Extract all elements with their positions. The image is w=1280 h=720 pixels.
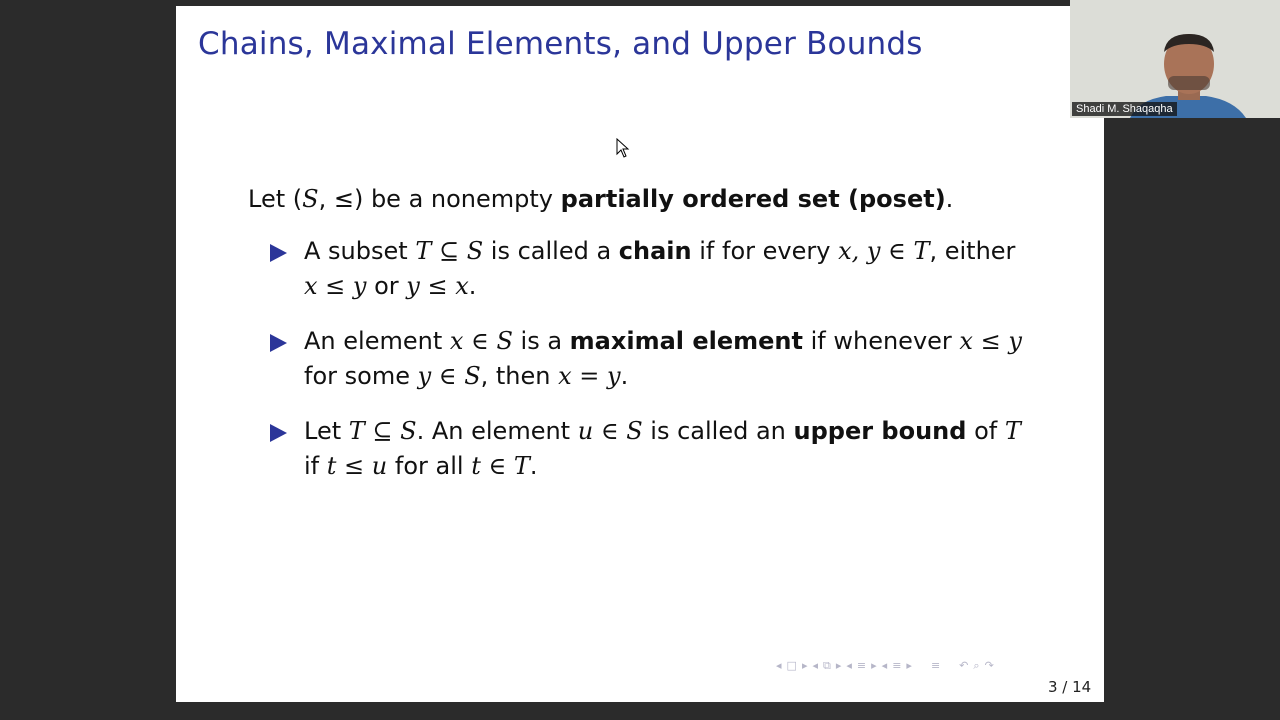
text: , then (480, 362, 559, 390)
math: ⊆ (431, 237, 467, 265)
math: S (464, 362, 481, 390)
math: ∈ (593, 417, 627, 445)
nav-subsection-icon[interactable]: ⧉ (823, 659, 831, 672)
math: S (496, 327, 513, 355)
slide (176, 6, 1104, 702)
text: is called an (642, 417, 794, 445)
nav-back-icon[interactable]: ↶ (959, 659, 969, 672)
nav-frame-icon[interactable]: □ (786, 659, 797, 672)
math: t (471, 452, 481, 480)
text: is called a (483, 237, 619, 265)
math: x (959, 327, 973, 355)
text: An element (304, 327, 450, 355)
math: S (466, 237, 484, 265)
math: x (304, 272, 318, 300)
math: x (558, 362, 572, 390)
math: S (626, 417, 643, 445)
beamer-navigation-bar (776, 658, 994, 674)
nav-prev-icon[interactable]: ◂ (812, 659, 818, 672)
math: y (417, 362, 432, 390)
nav-next-icon[interactable]: ▸ (801, 659, 808, 672)
intro-text: , ≤) be a nonempty (318, 185, 561, 213)
webcam-video (1070, 0, 1280, 118)
text: A subset (304, 237, 416, 265)
participant-name-label: Shadi M. Shaqaqha (1072, 102, 1177, 116)
nav-prev-icon[interactable]: ◂ (881, 659, 888, 672)
intro-bold-term: partially ordered set (poset) (560, 185, 946, 213)
math: ⊆ (364, 417, 401, 445)
nav-prev-icon[interactable]: ◂ (846, 659, 852, 672)
text: . (468, 272, 477, 300)
math: S (400, 417, 417, 445)
bullet-list (248, 234, 1068, 484)
text: if for every (691, 237, 839, 265)
math: y (607, 362, 621, 390)
math: ≤ (972, 327, 1009, 355)
nav-forward-icon[interactable]: ↷ (984, 659, 994, 672)
text: , either (929, 237, 1016, 265)
text: is a (512, 327, 570, 355)
math: ∈ (431, 362, 465, 390)
text: if (304, 452, 327, 480)
nav-section-icon[interactable]: ≡ (856, 659, 867, 672)
math: T (513, 452, 530, 480)
slide-title: Chains, Maximal Elements, and Upper Bounds (198, 26, 923, 62)
intro-sentence (248, 182, 1068, 216)
math: u (371, 452, 388, 480)
math: x, y (838, 237, 881, 265)
math: y (352, 272, 367, 300)
math: ≤ (419, 272, 456, 300)
nav-search-icon[interactable]: ⌕ (973, 659, 980, 672)
math: ≤ (336, 452, 372, 480)
list-item-upper-bound (270, 414, 1068, 484)
slide-content (248, 182, 1068, 504)
math: ≤ (317, 272, 353, 300)
triangle-bullet-icon (270, 424, 287, 442)
math: x (449, 327, 464, 355)
triangle-bullet-icon (270, 244, 287, 262)
text: or (366, 272, 407, 300)
intro-math: S (302, 185, 319, 213)
intro-text: . (945, 185, 954, 213)
math: T (1004, 417, 1021, 445)
nav-prev-icon[interactable]: ◂ (776, 659, 782, 672)
math: T (913, 237, 930, 265)
math: ∈ (480, 452, 514, 480)
math: T (415, 237, 432, 265)
presenter-video-icon (1070, 0, 1280, 118)
math: ∈ (463, 327, 497, 355)
triangle-bullet-icon (270, 334, 287, 352)
bold-term: maximal element (569, 327, 803, 355)
text: of (966, 417, 1005, 445)
text: Let (304, 417, 349, 445)
page-number: 3 / 14 (1048, 678, 1092, 696)
mouse-cursor-icon (616, 138, 630, 158)
bold-term: upper bound (793, 417, 967, 445)
nav-toc-icon[interactable]: ≡ (930, 659, 941, 672)
text: for all (387, 452, 472, 480)
math: x (455, 272, 469, 300)
math: t (326, 452, 337, 480)
nav-section-icon[interactable]: ≡ (892, 659, 902, 672)
text: if whenever (802, 327, 960, 355)
math: y (1008, 327, 1022, 355)
list-item-maximal (270, 324, 1068, 394)
math: y (406, 272, 420, 300)
math: = (571, 362, 608, 390)
bold-term: chain (618, 237, 692, 265)
text: . (529, 452, 538, 480)
nav-next-icon[interactable]: ▸ (906, 659, 912, 672)
nav-next-icon[interactable]: ▸ (835, 659, 842, 672)
text: . An element (416, 417, 578, 445)
math: ∈ (880, 237, 914, 265)
text: for some (304, 362, 418, 390)
math: T (348, 417, 365, 445)
list-item-chain (270, 234, 1068, 304)
intro-text: Let ( (248, 185, 303, 213)
text: . (620, 362, 629, 390)
math: u (577, 417, 594, 445)
nav-next-icon[interactable]: ▸ (871, 659, 877, 672)
